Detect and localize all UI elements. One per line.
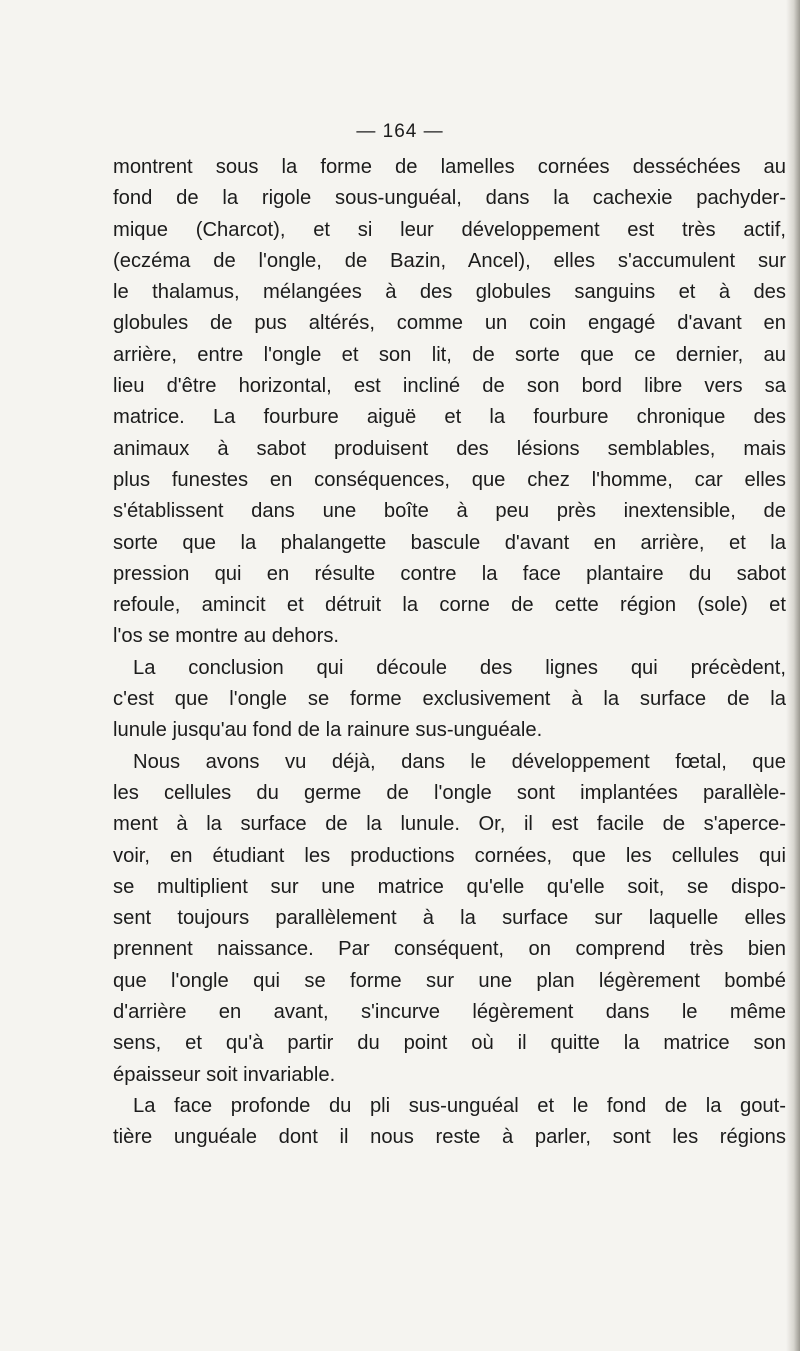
text-line: animaux à sabot produisent des lésions semblables, mais xyxy=(113,437,786,460)
text-line: (eczéma de l'ongle, de Bazin, Ancel), elles s'accumulent sur xyxy=(113,249,786,272)
text-line: mique (Charcot), et si leur développement est très actif, xyxy=(113,218,786,241)
body-text xyxy=(113,152,786,1154)
text-line: pression qui en résulte contre la face plantaire du sabot xyxy=(113,562,786,585)
text-line: ment à la surface de la lunule. Or, il est facile de s'aperce- xyxy=(113,813,786,836)
text-line: sens, et qu'à partir du point où il quitte la matrice son xyxy=(113,1032,786,1055)
text-line: montrent sous la forme de lamelles cornées desséchées au xyxy=(113,156,786,178)
text-line: sorte que la phalangette bascule d'avant en arrière, et la xyxy=(113,531,786,554)
text-line: La face profonde du pli sus-unguéal et le fond de la gout- xyxy=(133,1094,786,1117)
text-line: voir, en étudiant les productions cornées, que les cellules qui xyxy=(113,844,786,867)
text-line: arrière, entre l'ongle et son lit, de sorte que ce dernier, au xyxy=(113,343,786,366)
text-line: lieu d'être horizontal, est incliné de son bord libre vers sa xyxy=(113,375,786,398)
text-line: se multiplient sur une matrice qu'elle qu'elle soit, se dispo- xyxy=(113,875,786,898)
text-line: plus funestes en conséquences, que chez l'homme, car elles xyxy=(113,468,786,491)
text-line: Nous avons vu déjà, dans le développement fœtal, que xyxy=(133,750,786,773)
text-line: c'est que l'ongle se forme exclusivement à la surface de la xyxy=(113,688,786,711)
text-line: que l'ongle qui se forme sur une plan légèrement bombé xyxy=(113,969,786,992)
text-line: refoule, amincit et détruit la corne de cette région (sole) et xyxy=(113,594,786,617)
text-line: le thalamus, mélangées à des globules sanguins et à des xyxy=(113,281,786,304)
text-line: épaisseur soit invariable. xyxy=(113,1063,336,1086)
text-line: lunule jusqu'au fond de la rainure sus-unguéale. xyxy=(113,719,543,742)
text-line: l'os se montre au dehors. xyxy=(113,625,340,648)
text-line: d'arrière en avant, s'incurve légèrement dans le même xyxy=(113,1001,786,1024)
text-line: matrice. La fourbure aiguë et la fourbure chronique des xyxy=(113,406,786,429)
text-line: La conclusion qui découle des lignes qui précèdent, xyxy=(133,656,786,679)
text-line: s'établissent dans une boîte à peu près inextensible, de xyxy=(113,500,786,523)
text-line: tière unguéale dont il nous reste à parler, sont les régions xyxy=(113,1126,786,1149)
text-line: prennent naissance. Par conséquent, on comprend très bien xyxy=(113,938,786,961)
text-line: fond de la rigole sous-unguéal, dans la cachexie pachyder- xyxy=(113,187,786,210)
text-line: globules de pus altérés, comme un coin engagé d'avant en xyxy=(113,312,786,335)
page-edge-shadow xyxy=(786,0,800,1351)
text-line: sent toujours parallèlement à la surface sur laquelle elles xyxy=(113,907,786,930)
text-line: les cellules du germe de l'ongle sont implantées parallèle- xyxy=(113,781,786,804)
page-number: — 164 — xyxy=(356,121,444,142)
